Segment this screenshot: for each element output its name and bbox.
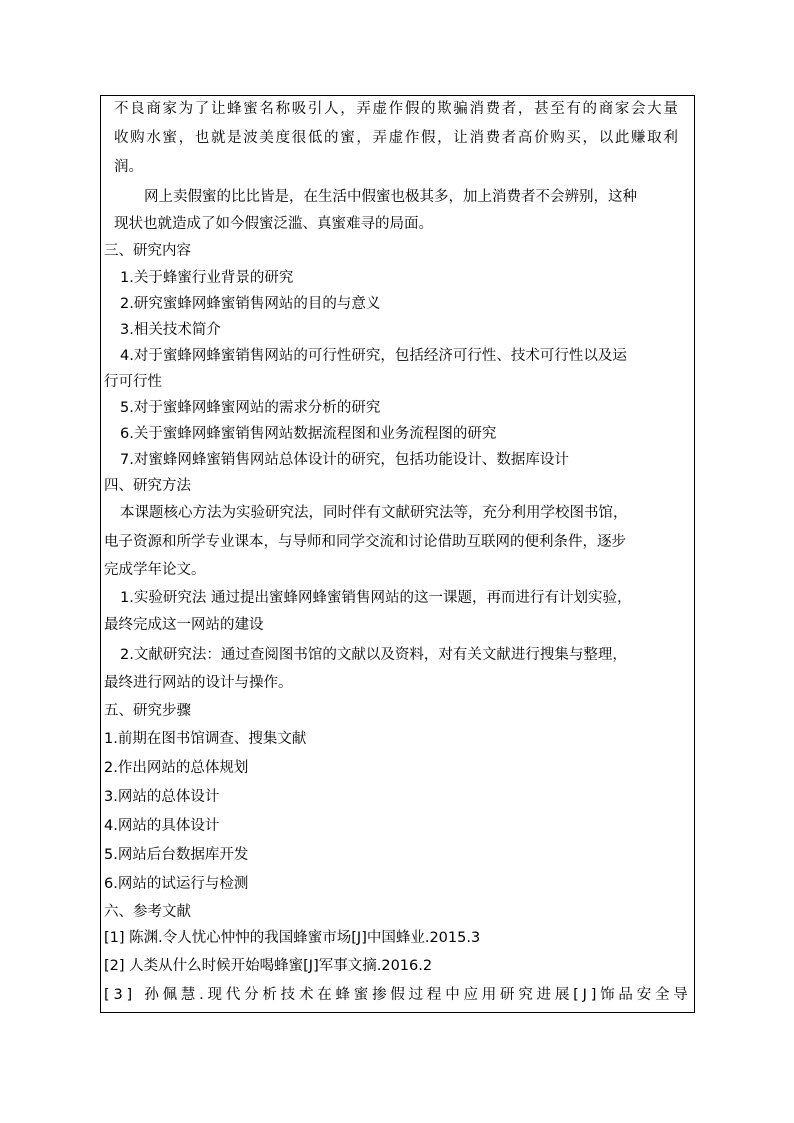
section4-para-line2: 电子资源和所学专业课本，与导师和同学交流和讨论借助互联网的便利条件，逐步 — [104, 534, 626, 550]
intro-para1-line2: 收 购 水 蜜 ， 也 就 是 波 美 度 很 低 的 蜜 ， 弄 虚 作 假 ， 让 消 费 者 高 价 购 买 ， 以 此 赚 取 利 — [114, 130, 678, 146]
intro-para1-line1: 不 良 商 家 为 了 让 蜂 蜜 名 称 吸 引 人 ， 弄 虚 作 假 的 欺 骗 消 费 者 ， 甚 至 有 的 商 家 会 大 量 — [114, 101, 678, 117]
section3-item-3: 3.相关技术简介 — [120, 322, 221, 338]
section4-para-line1: 本课题核心方法为实验研究法，同时伴有文献研究法等，充分利用学校图书馆， — [120, 505, 628, 521]
section5-step-4: 4.网站的具体设计 — [104, 818, 220, 834]
section4-method2-line2: 最终进行网站的设计与操作。 — [104, 675, 293, 691]
section3-item-4: 4.对于蜜蜂网蜂蜜销售网站的可行性研究，包括经济可行性、技术可行性以及运 — [120, 348, 627, 364]
section4-method1-line2: 最终完成这一网站的建设 — [104, 617, 264, 633]
section3-item-2: 2.研究蜜蜂网蜂蜜销售网站的目的与意义 — [120, 296, 381, 312]
section5-step-3: 3.网站的总体设计 — [104, 789, 220, 805]
section6-heading: 六、参考文献 — [104, 904, 191, 920]
section3-item-1: 1.关于蜂蜜行业背景的研究 — [120, 270, 294, 286]
section3-item-5: 5.对于蜜蜂网蜂蜜网站的需求分析的研究 — [120, 400, 381, 416]
section4-heading: 四、研究方法 — [104, 478, 191, 494]
section5-heading: 五、研究步骤 — [104, 703, 191, 719]
section4-method1-line1: 1.实验研究法 通过提出蜜蜂网蜂蜜销售网站的这一课题，再而进行有计划实验， — [120, 590, 632, 606]
section3-heading: 三、研究内容 — [104, 243, 191, 259]
reference-1: [1] 陈渊.令人忧心忡忡的我国蜂蜜市场[J]中国蜂业.2015.3 — [104, 930, 481, 946]
section4-method2-line1: 2.文献研究法：通过查阅图书馆的文献以及资料，对有关文献进行搜集与整理， — [120, 647, 627, 663]
section5-step-5: 5.网站后台数据库开发 — [104, 847, 249, 863]
section5-step-2: 2.作出网站的总体规划 — [104, 760, 249, 776]
section4-para-line3: 完成学年论文。 — [104, 562, 206, 578]
section3-item-4-cont: 行可行性 — [104, 374, 162, 390]
reference-2: [2] 人类从什么时候开始喝蜂蜜[J]军事文摘.2016.2 — [104, 958, 433, 974]
intro-para1-line3: 润。 — [114, 159, 143, 175]
section5-step-6: 6.网站的试运行与检测 — [104, 876, 249, 892]
reference-3: [ 3 ] 孙 佩 慧 . 现 代 分 析 技 术 在 蜂 蜜 掺 假 过 程 中 应 用 研 究 进 展 [ J ] 饰 品 安 全 导 — [104, 987, 688, 1003]
intro-para2-line2: 现状也就造成了如今假蜜泛滥、真蜜难寻的局面。 — [114, 216, 433, 232]
section3-item-6: 6.关于蜜蜂网蜂蜜销售网站数据流程图和业务流程图的研究 — [120, 426, 497, 442]
intro-para2-line1: 网上卖假蜜的比比皆是，在生活中假蜜也极其多，加上消费者不会辨别，这种 — [144, 189, 637, 205]
section3-item-7: 7.对蜜蜂网蜂蜜销售网站总体设计的研究，包括功能设计、数据库设计 — [120, 452, 569, 468]
section5-step-1: 1.前期在图书馆调查、搜集文献 — [104, 731, 307, 747]
